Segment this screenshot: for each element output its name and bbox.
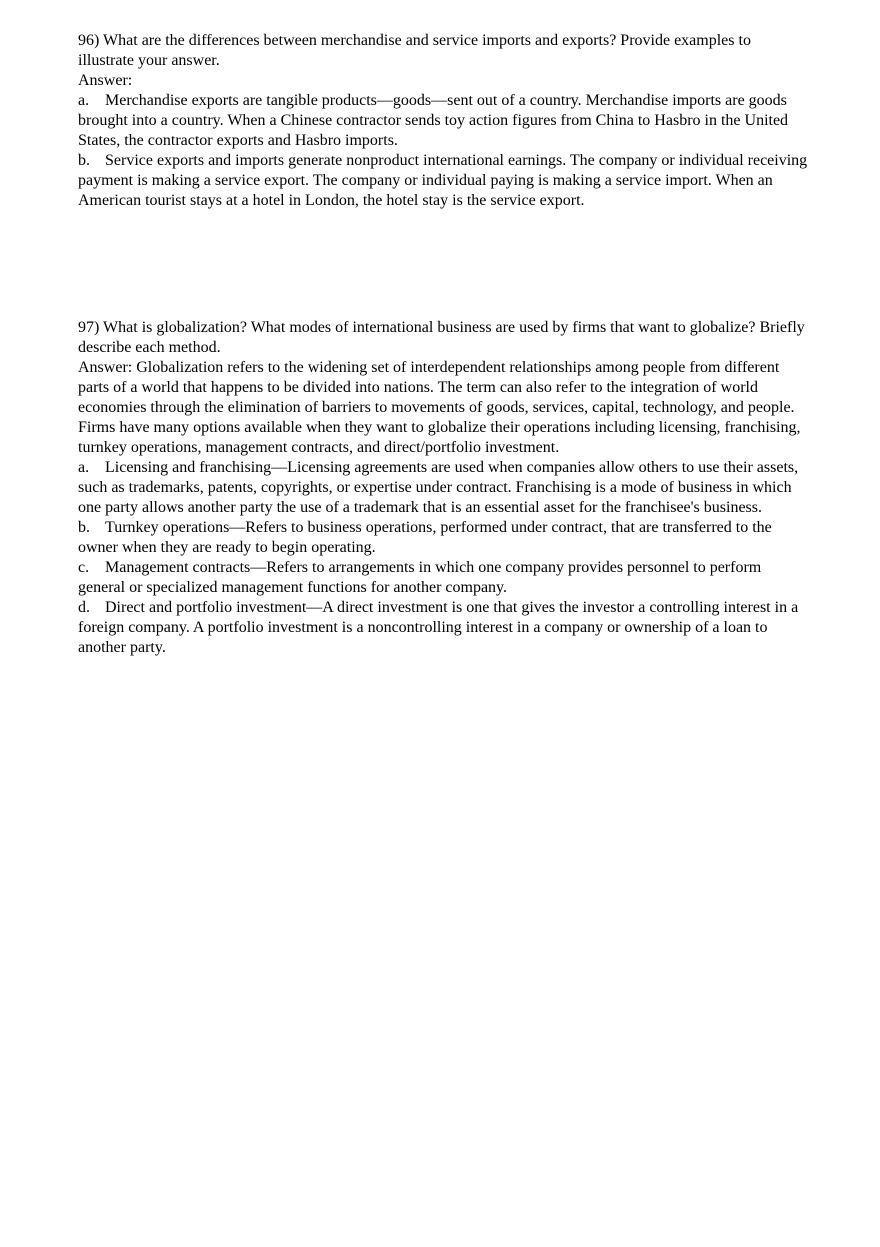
item-marker: c. [78, 559, 90, 576]
item-marker: d. [78, 599, 90, 616]
answer-97-item-d [78, 598, 808, 658]
item-text: Turnkey operations—Refers to business operations, performed under contract, that are transferred to the owner when they are ready to begin operating. [78, 519, 772, 556]
item-text: Service exports and imports generate nonproduct international earnings. The company or individual receiving payment is making a service export. The company or individual paying is making a service import. When an American tourist stays at a hotel in London, the hotel stay is the service export. [78, 152, 808, 209]
document-page [78, 31, 808, 658]
question-spacer [78, 211, 808, 318]
question-96-answer-label: Answer: [78, 72, 133, 89]
question-96-block [78, 31, 808, 211]
item-text: Management contracts—Refers to arrangements in which one company provides personnel to perform general or specialized management functions for another company. [78, 559, 762, 596]
answer-96-item-a [78, 91, 808, 151]
item-text: Licensing and franchising—Licensing agreements are used when companies allow others to use their assets, such as trademarks, patents, copyrights, or expertise under contract. Franchising is a mode of business in which one party allows another party the use of a trademark that is an essential asset for the franchisee's business. [78, 459, 799, 516]
item-marker: a. [78, 92, 90, 109]
item-text: Merchandise exports are tangible products—goods—sent out of a country. Merchandise imports are goods brought into a country. When a Chinese contractor sends toy action figures from China to Hasbro in the United States, the contractor exports and Hasbro imports. [78, 92, 789, 149]
answer-96-item-b [78, 151, 808, 211]
item-marker: a. [78, 459, 90, 476]
answer-97-item-b [78, 518, 808, 558]
question-97-answer-text: Answer: Globalization refers to the widening set of interdependent relationships among people from different parts of a world that happens to be divided into nations. The term can also refer to the integration of world economies through the elimination of barriers to movements of goods, services, capital, technology, and people. Firms have many options available when they want to globalize their operations including licensing, franchising, turnkey operations, management contracts, and direct/portfolio investment. [78, 359, 801, 456]
question-97-text: 97) What is globalization? What modes of international business are used by firms that want to globalize? Briefly describe each method. [78, 319, 805, 356]
question-97-block [78, 318, 808, 658]
item-marker: b. [78, 519, 90, 536]
answer-97-item-c [78, 558, 808, 598]
answer-97-item-a [78, 458, 808, 518]
item-text: Direct and portfolio investment—A direct investment is one that gives the investor a controlling interest in a foreign company. A portfolio investment is a noncontrolling interest in a company or ownership of a loan to another party. [78, 599, 799, 656]
question-96-text: 96) What are the differences between merchandise and service imports and exports? Provide examples to illustrate your answer. [78, 32, 751, 69]
item-marker: b. [78, 152, 90, 169]
